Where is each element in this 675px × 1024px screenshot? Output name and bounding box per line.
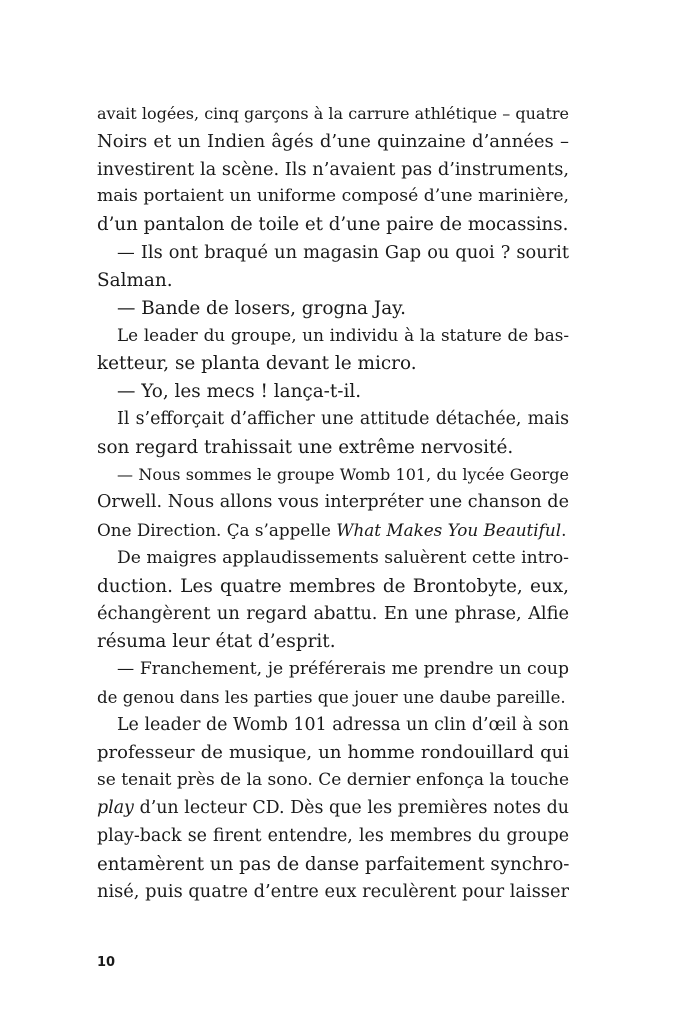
text-line-content: ketteur, se planta devant le micro. xyxy=(97,353,417,375)
text-line-content: nisé, puis quatre d’entre eux reculèrent pour laisser xyxy=(97,881,569,903)
text-line-content: Orwell. Nous allons vous interpréter une chanson de xyxy=(97,492,569,513)
page-number: 10 xyxy=(97,955,116,970)
text-line xyxy=(97,573,569,601)
text-line-content: Il s’efforçait d’afficher une attitude détachée, mais xyxy=(117,408,569,429)
text-line-content: d’un pantalon de toile et d’une paire de mocassins. xyxy=(97,214,569,236)
text-line xyxy=(97,517,569,545)
text-line xyxy=(97,461,569,489)
text-line-content: De maigres applaudissements saluèrent cette intro- xyxy=(117,547,569,568)
text-line-content: — Nous sommes le groupe Womb 101, du lycée George xyxy=(117,465,569,485)
text-line-content: — Bande de losers, grogna Jay. xyxy=(117,297,406,319)
text-line xyxy=(97,350,569,378)
text-line xyxy=(97,211,569,239)
text-line xyxy=(97,712,569,740)
text-line-content: . xyxy=(561,519,567,540)
text-line xyxy=(97,795,569,823)
text-line xyxy=(97,434,569,462)
text-line xyxy=(97,267,569,295)
text-line-content: mais portaient un uniforme composé d’une marinière, xyxy=(97,186,569,207)
text-line-content: Le leader du groupe, un individu à la stature de bas- xyxy=(117,325,569,346)
text-line xyxy=(97,684,569,712)
text-line xyxy=(97,156,569,184)
text-line xyxy=(97,489,569,517)
text-line-content: se tenait près de la sono. Ce dernier enfonça la touche xyxy=(97,770,569,791)
text-line-content: play-back se firent entendre, les membres du groupe xyxy=(97,825,569,846)
text-line xyxy=(97,656,569,684)
page-text xyxy=(97,100,569,906)
text-line xyxy=(97,378,569,406)
text-line xyxy=(97,183,569,211)
text-line-content: échangèrent un regard abattu. En une phrase, Alfie xyxy=(97,603,569,625)
text-line xyxy=(97,100,569,128)
text-line-content: duction. Les quatre membres de Brontobyte, eux, xyxy=(97,575,569,597)
text-line-content: d’un lecteur CD. Dès que les premières notes du xyxy=(133,797,569,818)
text-line xyxy=(97,239,569,267)
text-line xyxy=(97,767,569,795)
text-line-content: professeur de musique, un homme rondouillard qui xyxy=(97,742,569,764)
text-line-content: Salman. xyxy=(97,269,173,291)
text-line xyxy=(97,851,569,879)
text-line xyxy=(97,322,569,350)
text-line-content: Le leader de Womb 101 adressa un clin d’œil à son xyxy=(117,714,569,735)
text-line xyxy=(97,739,569,767)
text-line-content: — Yo, les mecs ! lança-t-il. xyxy=(117,380,362,402)
text-line-content: de genou dans les parties que jouer une daube pareille. xyxy=(97,687,566,707)
text-line xyxy=(97,878,569,906)
text-line xyxy=(97,406,569,434)
text-line xyxy=(97,628,569,656)
text-line xyxy=(97,600,569,628)
italic-title: play xyxy=(97,797,134,818)
text-line-content: investirent la scène. Ils n’avaient pas d’instruments, xyxy=(97,158,569,180)
text-line-content: avait logées, cinq garçons à la carrure athlétique – quatre xyxy=(97,104,569,123)
text-line-content: entamèrent un pas de danse parfaitement synchro- xyxy=(97,853,570,875)
text-line-content: Noirs et un Indien âgés d’une quinzaine d’années – xyxy=(97,130,569,152)
text-line-content: résuma leur état d’esprit. xyxy=(97,631,336,653)
text-line xyxy=(97,545,569,573)
text-line-content: — Franchement, je préférerais me prendre un coup xyxy=(117,658,569,679)
text-line-content: — Ils ont braqué un magasin Gap ou quoi ? sourit xyxy=(117,241,569,263)
text-line xyxy=(97,128,569,156)
text-line-content: One Direction. Ça s’appelle xyxy=(97,519,337,540)
text-line-content: son regard trahissait une extrême nervosité. xyxy=(97,436,514,458)
italic-title: What Makes You Beautiful xyxy=(336,519,562,540)
text-line xyxy=(97,295,569,323)
text-line xyxy=(97,823,569,851)
